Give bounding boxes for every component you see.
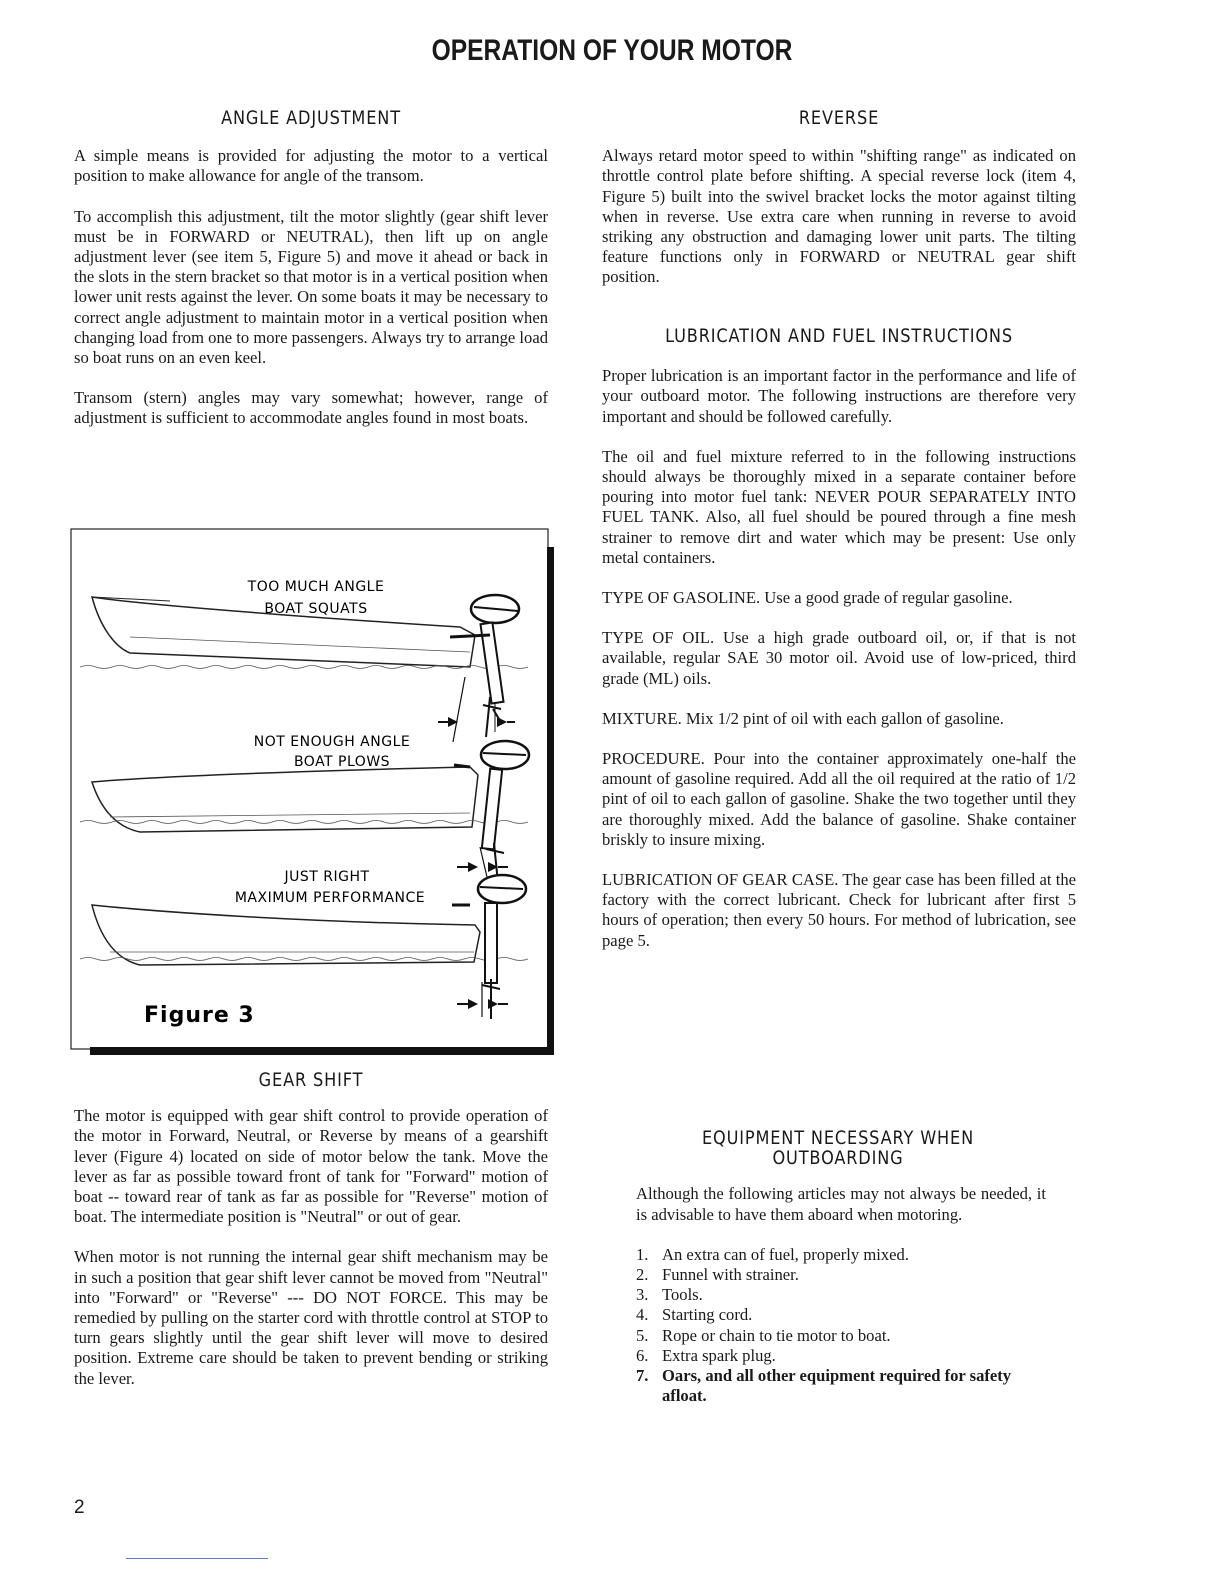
reverse-heading: REVERSE (798, 107, 880, 129)
lube-paragraph-oil: TYPE OF OIL. Use a high grade outboard oil, or, if that is not available, regular SAE 30 motor oil. Avoid use of low-priced, third grade (ML) oils. (602, 628, 1076, 688)
list-item: 4. Starting cord. (636, 1305, 753, 1325)
figure-caption: Figure 3 (144, 1003, 255, 1028)
lube-paragraph-mixture: MIXTURE. Mix 1/2 pint of oil with each gallon of gasoline. (602, 708, 1004, 728)
figure-label-boat-squats: BOAT SQUATS (264, 601, 368, 617)
reverse-paragraph: Always retard motor speed to within "shifting range" as indicated on throttle control plate before shifting. A special reverse lock (item 4, Figure 5) built into the swivel bracket locks the motor against tilting when in reverse. Use extra care when running in reverse to avoid striking any obstruction and damaging lower unit parts. The tilting feature functions only in FORWARD or NEUTRAL gear shift position. (602, 146, 1076, 287)
figure-3-illustration (70, 527, 556, 1057)
angle-paragraph-3: Transom (stern) angles may vary somewhat; however, range of adjustment is sufficient to accommodate angles found in most boats. (74, 388, 548, 428)
lubrication-heading: LUBRICATION AND FUEL INSTRUCTIONS (665, 325, 1013, 347)
reverse-section (602, 108, 1076, 288)
lube-paragraph-gasoline: TYPE OF GASOLINE. Use a good grade of regular gasoline. (602, 588, 1013, 608)
gear-shift-section (74, 1070, 548, 1389)
gear-paragraph-1: The motor is equipped with gear shift control to provide operation of the motor in Forward, Neutral, or Reverse by means of a gearshift lever (Figure 4) located on side of motor below the tank. Move the lever as far as possible toward front of tank for "Forward" motion of boat -- toward rear of tank as far as possible for "Reverse" motion of boat. The intermediate position is "Neutral" or out of gear. (74, 1106, 548, 1227)
lube-paragraph-procedure: PROCEDURE. Pour into the container approximately one-half the amount of gasoline required. Add all the oil required at the ratio of 1/2 pint of oil to each gallon of gasoline. Shake the two together until they are thoroughly mixed. Add the balance of gasoline. Shake container briskly to insure mixing. (602, 749, 1076, 849)
list-item: 1. An extra can of fuel, properly mixed. (636, 1244, 909, 1264)
figure-label-just-right: JUST RIGHT (284, 869, 370, 885)
angle-paragraph-2: To accomplish this adjustment, tilt the motor slightly (gear shift lever must be in FORWARD or NEUTRAL), then lift up on angle adjustment lever (see item 5, Figure 5) and move it ahead or back in the slots in the stern bracket so that motor is in a vertical position when lower unit rests against the lever. On some boats it may be necessary to correct angle adjustment to maintain motor in a vertical position when changing load from one to more passengers. Always try to arrange load so boat runs on an even keel. (74, 206, 548, 368)
gear-shift-heading: GEAR SHIFT (258, 1069, 364, 1091)
figure-label-too-much-angle: TOO MUCH ANGLE (247, 579, 385, 595)
lube-paragraph-1: Proper lubrication is an important factor in the performance and life of your outboard motor. The following instructions are therefore very important and should be followed carefully. (602, 366, 1076, 426)
divider (126, 1558, 268, 1559)
angle-paragraph-1: A simple means is provided for adjusting the motor to a vertical position to make allowance for angle of the transom. (74, 146, 548, 186)
equipment-intro: Although the following articles may not always be needed, it is advisable to have them aboard when motoring. (636, 1184, 1046, 1224)
equipment-section (618, 1128, 1058, 1406)
list-item: 3. Tools. (636, 1285, 703, 1305)
lubrication-section (602, 326, 1076, 951)
figure-3 (70, 527, 556, 1057)
boat-squats-drawing (80, 595, 528, 742)
figure-label-boat-plows: BOAT PLOWS (293, 754, 391, 770)
figure-label-not-enough-angle: NOT ENOUGH ANGLE (253, 734, 411, 750)
list-item: 2. Funnel with strainer. (636, 1265, 799, 1285)
lube-paragraph-2: The oil and fuel mixture referred to in the following instructions should always be thoroughly mixed in a separate container before pouring into motor fuel tank: NEVER POUR SEPARATELY INTO FUEL TANK. Also, all fuel should be poured through a fine mesh strainer to remove dirt and water which may be present: Use only metal containers. (602, 446, 1076, 567)
equipment-heading: EQUIPMENT NECESSARY WHEN OUTBOARDING (701, 1127, 975, 1170)
angle-adjustment-section (74, 108, 548, 429)
list-item: 7. Oars, and all other equipment required for safety afloat. (636, 1366, 1012, 1406)
equipment-list (636, 1245, 1046, 1407)
gear-paragraph-2: When motor is not running the internal gear shift mechanism may be in such a position that gear shift lever cannot be moved from "Neutral" into "Forward" or "Reverse" --- DO NOT FORCE. This may be remedied by pulling on the starter cord with throttle control at STOP to turn gears slightly until the gear shift lever will move to desired position. Extreme care should be taken to prevent bending or striking the lever. (74, 1247, 548, 1388)
figure-label-maximum-performance: MAXIMUM PERFORMANCE (234, 890, 426, 906)
page-number: 2 (74, 1497, 85, 1518)
angle-adjustment-heading: ANGLE ADJUSTMENT (221, 107, 401, 129)
list-item: 5. Rope or chain to tie motor to boat. (636, 1325, 891, 1345)
lube-paragraph-gear-case: LUBRICATION OF GEAR CASE. The gear case has been filled at the factory with the correct lubricant. Check for lubricant after first 5 hours of operation; then every 50 hours. For method of lubrication, see page 5. (602, 870, 1076, 950)
page-title: OPERATION OF YOUR MOTOR (431, 34, 793, 67)
list-item: 6. Extra spark plug. (636, 1345, 776, 1365)
